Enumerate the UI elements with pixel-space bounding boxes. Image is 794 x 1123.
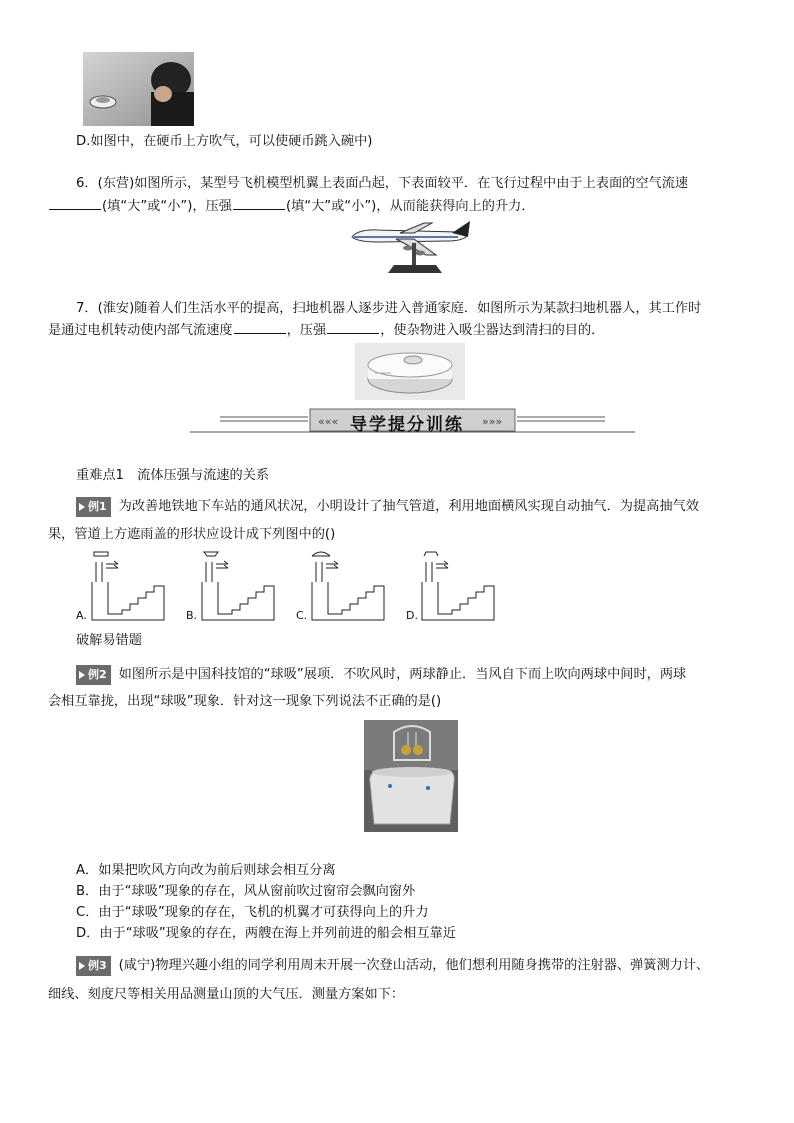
ball-suction-photo <box>364 720 458 832</box>
example3-line1 <box>76 956 709 976</box>
example1-diagrams <box>74 548 504 626</box>
example1-line2: 果，管道上方遮雨盖的形状应设计成下列图中的() <box>48 527 336 542</box>
option-c-label[interactable]: C. <box>296 609 308 622</box>
q7-text-b: ，压强 <box>286 323 327 338</box>
q6-blank-pressure[interactable] <box>233 197 285 210</box>
section-banner <box>190 405 635 435</box>
q6-line1: 6．(东营)如图所示，某型号飞机模型机翼上表面凸起，下表面较平．在飞行过程中由于上表面的空气流速 <box>76 176 689 191</box>
example2-option-c[interactable]: C．由于“球吸”现象的存在，飞机的机翼才可获得向上的升力 <box>76 905 429 920</box>
q5-option-d: D.如图中，在硬币上方吹气，可以使硬币跳入碗中) <box>76 134 373 149</box>
option-b-label[interactable]: B. <box>186 609 198 622</box>
q7-text-a: 是通过电机转动使内部气流速度 <box>48 323 233 338</box>
example1-tag: 例1 <box>76 497 111 517</box>
example2-line1 <box>76 665 686 685</box>
svg-text:»»»: »»» <box>482 415 503 428</box>
diagram-option-a <box>92 552 164 620</box>
q7-blank-pressure[interactable] <box>327 321 379 334</box>
example2-option-d[interactable]: D．由于“球吸”现象的存在，两艘在海上并列前进的船会相互靠近 <box>76 926 456 941</box>
airplane-model-image <box>348 215 472 277</box>
key-point-heading: 重难点1 流体压强与流速的关系 <box>76 468 270 483</box>
example2-line2: 会相互靠拢，出现“球吸”现象．针对这一现象下列说法不正确的是() <box>48 694 442 709</box>
q6-blank-speed[interactable] <box>49 197 101 210</box>
option-a-label[interactable]: A. <box>76 609 87 622</box>
banner-title: 导学提分训练 <box>350 415 464 435</box>
mistake-heading: 破解易错题 <box>76 633 142 648</box>
example1-line1 <box>76 497 699 517</box>
example2-text: 如图所示是中国科技馆的“球吸”展项．不吹风时，两球静止．当风自下而上吹向两球中间时，两球 <box>118 667 687 682</box>
example3-line2: 细线、刻度尺等相关用品测量山顶的大气压．测量方案如下： <box>48 987 405 1002</box>
diagram-option-d <box>422 552 494 620</box>
diagram-option-b <box>202 552 274 620</box>
q7-line1: 7．(淮安)随着人们生活水平的提高，扫地机器人逐步进入普通家庭．如图所示为某款扫地机器人，其工作时 <box>76 301 702 316</box>
example3-tag: 例3 <box>76 956 111 976</box>
robot-vacuum-image <box>355 343 465 400</box>
example1-text: 为改善地铁地下车站的通风状况，小明设计了抽气管道，利用地面横风实现自动抽气．为提高抽气效 <box>118 499 699 514</box>
example2-tag: 例2 <box>76 665 111 685</box>
q6-text-b: (填“大”或“小”)，从而能获得向上的升力． <box>285 199 535 214</box>
example2-option-a[interactable]: A．如果把吹风方向改为前后则球会相互分离 <box>76 863 336 878</box>
q6-text-a: (填“大”或“小”)，压强 <box>102 199 232 214</box>
q7-text-c: ，使杂物进入吸尘器达到清扫的目的． <box>380 323 605 338</box>
coin-bowl-photo <box>83 52 194 126</box>
diagram-option-c <box>312 552 384 620</box>
svg-text:«««: ««« <box>318 415 339 428</box>
example2-option-b[interactable]: B．由于“球吸”现象的存在，风从窗前吹过窗帘会飘向窗外 <box>76 884 416 899</box>
q6-line2 <box>48 197 535 216</box>
q7-line2 <box>48 321 604 340</box>
option-d-label[interactable]: D. <box>406 609 418 622</box>
example3-text: (咸宁)物理兴趣小组的同学利用周末开展一次登山活动，他们想利用随身携带的注射器、弹簧测力计、 <box>118 958 710 973</box>
q7-blank-speed[interactable] <box>234 321 286 334</box>
